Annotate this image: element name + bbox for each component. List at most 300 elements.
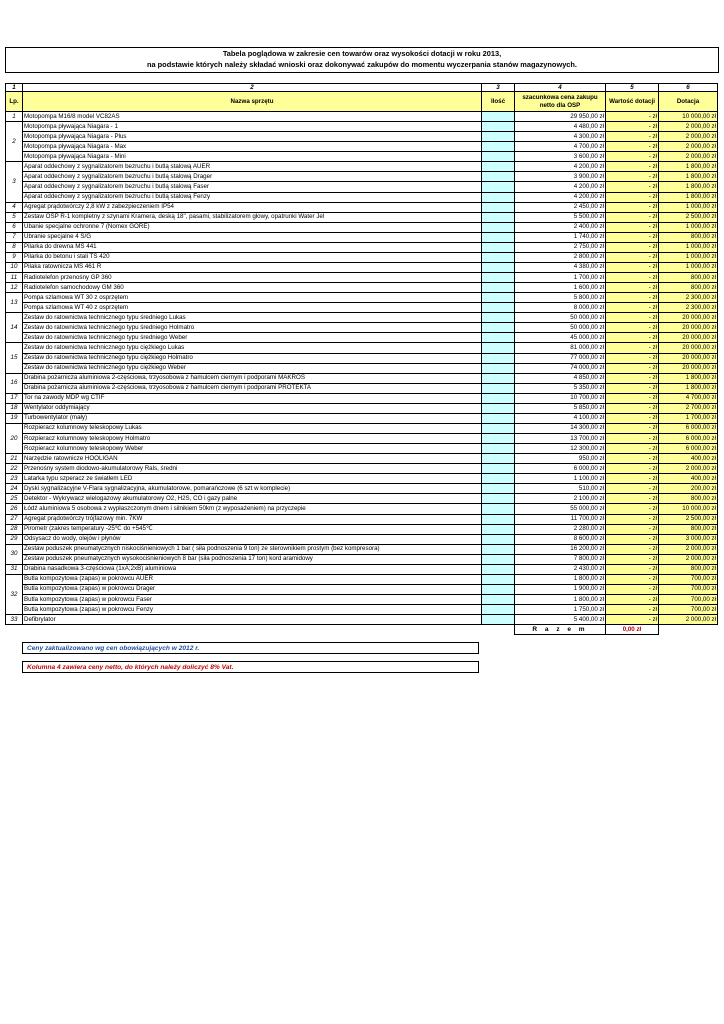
row-subsidy: 2 000,00 zł <box>659 122 718 132</box>
table-row <box>6 172 718 182</box>
row-subsidy: 2 000,00 zł <box>659 464 718 474</box>
row-price: 16 200,00 zł <box>515 544 606 554</box>
row-price: 4 380,00 zł <box>515 262 606 272</box>
row-price: 1 700,00 zł <box>515 273 606 283</box>
row-price: 14 300,00 zł <box>515 423 606 433</box>
row-value: - zł <box>606 182 659 192</box>
row-name: Butla kompozytowa (zapas) w pokrowcu Drager <box>23 584 482 594</box>
row-name: Zestaw OSP R-1 kompletny z szynami Kramera, deską 18", pasami, stabilizatorem głowy, opatrunki Water Jel <box>23 212 482 222</box>
row-value: - zł <box>606 403 659 413</box>
row-name: Ubanie specjalne ochronne 7 (Nomex GORE) <box>23 222 482 232</box>
table-row <box>6 323 718 333</box>
table-row <box>6 353 718 363</box>
row-qty-input[interactable] <box>482 212 515 222</box>
row-value: - zł <box>606 242 659 252</box>
row-name: Motopompa pływająca Niagara - Mini <box>23 152 482 162</box>
table-row <box>6 534 718 544</box>
row-subsidy: 700,00 zł <box>659 574 718 584</box>
row-value: - zł <box>606 262 659 272</box>
row-qty-input[interactable] <box>482 202 515 212</box>
row-qty-input[interactable] <box>482 484 515 494</box>
row-price: 7 800,00 zł <box>515 554 606 564</box>
row-lp: 21 <box>6 454 23 464</box>
row-subsidy: 800,00 zł <box>659 494 718 504</box>
header-qty: Ilość <box>482 92 515 112</box>
column-number: 4 <box>515 84 606 92</box>
row-subsidy: 20 000,00 zł <box>659 353 718 363</box>
row-value: - zł <box>606 494 659 504</box>
row-lp: 33 <box>6 615 23 625</box>
row-name: Butla kompozytowa (zapas) w pokrowcu Fenzy <box>23 605 482 615</box>
row-value: - zł <box>606 172 659 182</box>
row-qty-input[interactable] <box>482 353 515 363</box>
table-row <box>6 464 718 474</box>
row-qty-input[interactable] <box>482 494 515 504</box>
row-value: - zł <box>606 122 659 132</box>
table-row <box>6 142 718 152</box>
row-name: Pirometr (zakres temperatury -25℃ do +545℃ <box>23 524 482 534</box>
row-name: Zestaw do ratownictwa technicznego typu średniego Holmatro <box>23 323 482 333</box>
row-lp: 2 <box>6 122 23 162</box>
row-qty-input[interactable] <box>482 524 515 534</box>
row-name: Narzędzie ratownicze HOOLIGAN <box>23 454 482 464</box>
row-price: 1 800,00 zł <box>515 574 606 584</box>
row-value: - zł <box>606 615 659 625</box>
table-row <box>6 293 718 303</box>
table-row <box>6 132 718 142</box>
row-subsidy: 6 000,00 zł <box>659 423 718 433</box>
header-row <box>6 92 718 112</box>
row-name: Odsysacz do wody, olejów i płynów <box>23 534 482 544</box>
row-name: Pompa szlamowa WT 30 z osprzętem <box>23 293 482 303</box>
table-row <box>6 152 718 162</box>
row-name: Defibrylator <box>23 615 482 625</box>
row-subsidy: 200,00 zł <box>659 484 718 494</box>
table-row <box>6 212 718 222</box>
row-name: Rozpieracz kolumnowy teleskopowy Holmatro <box>23 434 482 444</box>
row-name: Radiotelefon samochodowy GM 360 <box>23 283 482 293</box>
table-row <box>6 222 718 232</box>
row-name: Radiotelefon przenośny GP 360 <box>23 273 482 283</box>
row-value: - zł <box>606 554 659 564</box>
row-qty-input[interactable] <box>482 313 515 323</box>
row-qty-input[interactable] <box>482 112 515 122</box>
table-row <box>6 574 718 584</box>
row-subsidy: 20 000,00 zł <box>659 313 718 323</box>
row-subsidy: 2 300,00 zł <box>659 293 718 303</box>
row-price: 5 850,00 zł <box>515 403 606 413</box>
row-lp: 18 <box>6 403 23 413</box>
row-price: 1 100,00 zł <box>515 474 606 484</box>
row-value: - zł <box>606 273 659 283</box>
row-subsidy: 2 000,00 zł <box>659 132 718 142</box>
row-price: 510,00 zł <box>515 484 606 494</box>
row-name: Motopompa pływająca Niagara - 1 <box>23 122 482 132</box>
row-lp: 32 <box>6 574 23 614</box>
header-name: Nazwa sprzętu <box>23 92 482 112</box>
row-price: 2 750,00 zł <box>515 242 606 252</box>
row-qty-input[interactable] <box>482 373 515 383</box>
row-subsidy: 1 000,00 zł <box>659 262 718 272</box>
row-price: 1 740,00 zł <box>515 232 606 242</box>
row-qty-input[interactable] <box>482 333 515 343</box>
row-name: Agregat prądotwórczy 2,8 kW z zabezpieczeniem IP54 <box>23 202 482 212</box>
row-qty-input[interactable] <box>482 293 515 303</box>
row-subsidy: 2 300,00 zł <box>659 303 718 313</box>
row-name: Motopompa M16/8 model VC82AS <box>23 112 482 122</box>
row-name: Zestaw do ratownictwa technicznego typu ciężkiego Weber <box>23 363 482 373</box>
row-value: - zł <box>606 413 659 423</box>
row-value: - zł <box>606 584 659 594</box>
table-row <box>6 484 718 494</box>
row-price: 3 600,00 zł <box>515 152 606 162</box>
row-value: - zł <box>606 423 659 433</box>
row-name: Aparat oddechowy z sygnalizatorem bezruchu i butlą stalową Fenzy <box>23 192 482 202</box>
table-row <box>6 333 718 343</box>
row-price: 5 400,00 zł <box>515 615 606 625</box>
table-row <box>6 202 718 212</box>
column-number: 2 <box>23 84 482 92</box>
equipment-table <box>5 83 718 635</box>
row-subsidy: 800,00 zł <box>659 273 718 283</box>
row-price: 8 600,00 zł <box>515 534 606 544</box>
table-row <box>6 615 718 625</box>
table-row <box>6 122 718 132</box>
row-qty-input[interactable] <box>482 343 515 353</box>
row-subsidy: 800,00 zł <box>659 564 718 574</box>
table-row <box>6 403 718 413</box>
row-qty-input[interactable] <box>482 283 515 293</box>
row-value: - zł <box>606 283 659 293</box>
row-lp: 19 <box>6 413 23 423</box>
table-row <box>6 262 718 272</box>
row-price: 8 000,00 zł <box>515 303 606 313</box>
row-subsidy: 400,00 zł <box>659 474 718 484</box>
row-price: 1 750,00 zł <box>515 605 606 615</box>
row-qty-input[interactable] <box>482 162 515 172</box>
row-value: - zł <box>606 454 659 464</box>
row-value: - zł <box>606 222 659 232</box>
row-subsidy: 20 000,00 zł <box>659 333 718 343</box>
column-number: 3 <box>482 84 515 92</box>
row-subsidy: 700,00 zł <box>659 595 718 605</box>
row-lp: 14 <box>6 313 23 343</box>
row-qty-input[interactable] <box>482 413 515 423</box>
row-value: - zł <box>606 484 659 494</box>
table-row <box>6 383 718 393</box>
row-price: 5 350,00 zł <box>515 383 606 393</box>
row-price: 4 100,00 zł <box>515 413 606 423</box>
row-lp: 4 <box>6 202 23 212</box>
table-row <box>6 504 718 514</box>
row-lp: 9 <box>6 252 23 262</box>
row-price: 55 000,00 zł <box>515 504 606 514</box>
row-qty-input[interactable] <box>482 605 515 615</box>
row-qty-input[interactable] <box>482 474 515 484</box>
row-price: 13 700,00 zł <box>515 434 606 444</box>
column-number: 6 <box>659 84 718 92</box>
row-qty-input[interactable] <box>482 444 515 454</box>
row-qty-input[interactable] <box>482 252 515 262</box>
row-value: - zł <box>606 313 659 323</box>
row-value: - zł <box>606 192 659 202</box>
row-qty-input[interactable] <box>482 242 515 252</box>
row-price: 4 200,00 zł <box>515 192 606 202</box>
row-lp: 20 <box>6 423 23 453</box>
row-name: Motopompa pływająca Niagara - Plus <box>23 132 482 142</box>
row-value: - zł <box>606 605 659 615</box>
row-name: Aparat oddechowy z sygnalizatorem bezruchu i butlą stalową AUER <box>23 162 482 172</box>
row-price: 2 800,00 zł <box>515 252 606 262</box>
row-subsidy: 4 700,00 zł <box>659 393 718 403</box>
row-price: 12 300,00 zł <box>515 444 606 454</box>
table-row <box>6 373 718 383</box>
table-row <box>6 564 718 574</box>
row-name: Zestaw do ratownictwa technicznego typu ciężkiego Holmatro <box>23 353 482 363</box>
row-price: 81 000,00 zł <box>515 343 606 353</box>
row-price: 3 900,00 zł <box>515 172 606 182</box>
row-value: - zł <box>606 393 659 403</box>
table-row <box>6 434 718 444</box>
row-subsidy: 10 000,00 zł <box>659 504 718 514</box>
row-name: Pilarka do betonu i stali TS 420 <box>23 252 482 262</box>
row-lp: 10 <box>6 262 23 272</box>
row-qty-input[interactable] <box>482 393 515 403</box>
row-price: 1 800,00 zł <box>515 595 606 605</box>
note-prices-updated: Ceny zaktualizowano wg cen obowiązujących w 2012 r. <box>22 642 479 654</box>
row-value: - zł <box>606 373 659 383</box>
row-value: - zł <box>606 142 659 152</box>
row-subsidy: 6 000,00 zł <box>659 444 718 454</box>
row-name: Zestaw poduszek pneumatycznych niskociśnieniowych 1 bar ( siła podnoszenia 9 ton) ze sterownikiem prostym (bez kompresora) <box>23 544 482 554</box>
row-name: Zestaw do ratownictwa technicznego typu średniego Weber <box>23 333 482 343</box>
table-row <box>6 242 718 252</box>
row-value: - zł <box>606 363 659 373</box>
table-row <box>6 494 718 504</box>
row-value: - zł <box>606 212 659 222</box>
row-lp: 12 <box>6 283 23 293</box>
row-price: 1 900,00 zł <box>515 584 606 594</box>
table-row <box>6 112 718 122</box>
row-name: Tor na zawody MDP wg CTIF <box>23 393 482 403</box>
row-qty-input[interactable] <box>482 142 515 152</box>
row-qty-input[interactable] <box>482 182 515 192</box>
row-qty-input[interactable] <box>482 363 515 373</box>
row-value: - zł <box>606 323 659 333</box>
table-row <box>6 393 718 403</box>
row-lp: 13 <box>6 293 23 313</box>
row-qty-input[interactable] <box>482 574 515 584</box>
header-price: szacunkowa cena zakupu netto dla OSP <box>515 92 606 112</box>
row-name: Motopompa pływająca Niagara - Max <box>23 142 482 152</box>
row-qty-input[interactable] <box>482 615 515 625</box>
table-row <box>6 444 718 454</box>
row-price: 11 700,00 zł <box>515 514 606 524</box>
row-subsidy: 700,00 zł <box>659 605 718 615</box>
row-value: - zł <box>606 343 659 353</box>
row-price: 4 200,00 zł <box>515 182 606 192</box>
row-price: 4 480,00 zł <box>515 122 606 132</box>
row-qty-input[interactable] <box>482 262 515 272</box>
row-qty-input[interactable] <box>482 122 515 132</box>
row-name: Drabina pożarnicza aluminiowa 2-częściowa, trzyosobowa z hamulcem ciernym i podporami MAKROS <box>23 373 482 383</box>
table-row <box>6 343 718 353</box>
row-value: - zł <box>606 534 659 544</box>
row-qty-input[interactable] <box>482 222 515 232</box>
row-qty-input[interactable] <box>482 132 515 142</box>
row-subsidy: 2 000,00 zł <box>659 152 718 162</box>
row-subsidy: 1 800,00 zł <box>659 373 718 383</box>
row-value: - zł <box>606 112 659 122</box>
note-vat: Kolumna 4 zawiera ceny netto, do których należy doliczyć 8% Vat. <box>22 661 479 673</box>
row-subsidy: 2 000,00 zł <box>659 142 718 152</box>
row-qty-input[interactable] <box>482 434 515 444</box>
row-name: Aparat oddechowy z sygnalizatorem bezruchu i butlą stalową Drager <box>23 172 482 182</box>
row-name: Zestaw do ratownictwa technicznego typu średniego Lukas <box>23 313 482 323</box>
row-qty-input[interactable] <box>482 504 515 514</box>
row-price: 5 800,00 zł <box>515 293 606 303</box>
row-qty-input[interactable] <box>482 584 515 594</box>
table-row <box>6 182 718 192</box>
row-lp: 26 <box>6 504 23 514</box>
row-qty-input[interactable] <box>482 172 515 182</box>
row-name: Aparat oddechowy z sygnalizatorem bezruchu i butlą stalową Faser <box>23 182 482 192</box>
row-price: 50 000,00 zł <box>515 323 606 333</box>
header-value: Wartość dotacji <box>606 92 659 112</box>
row-name: Pilarka do drewna MS 441 <box>23 242 482 252</box>
row-subsidy: 1 000,00 zł <box>659 202 718 212</box>
row-value: - zł <box>606 353 659 363</box>
row-subsidy: 800,00 zł <box>659 524 718 534</box>
row-value: - zł <box>606 293 659 303</box>
row-subsidy: 2 000,00 zł <box>659 615 718 625</box>
total-value: 0,00 zł <box>606 625 659 635</box>
row-value: - zł <box>606 152 659 162</box>
row-qty-input[interactable] <box>482 423 515 433</box>
row-subsidy: 2 000,00 zł <box>659 554 718 564</box>
row-name: Turbowentylator (mały) <box>23 413 482 423</box>
row-value: - zł <box>606 132 659 142</box>
row-price: 4 200,00 zł <box>515 162 606 172</box>
row-name: Butla kompozytowa (zapas) w pokrowcu AUER <box>23 574 482 584</box>
row-qty-input[interactable] <box>482 323 515 333</box>
row-subsidy: 3 000,00 zł <box>659 534 718 544</box>
row-value: - zł <box>606 514 659 524</box>
row-lp: 16 <box>6 373 23 393</box>
row-subsidy: 1 700,00 zł <box>659 413 718 423</box>
row-qty-input[interactable] <box>482 454 515 464</box>
row-value: - zł <box>606 504 659 514</box>
table-row <box>6 232 718 242</box>
row-subsidy: 2 500,00 zł <box>659 212 718 222</box>
row-lp: 17 <box>6 393 23 403</box>
row-value: - zł <box>606 524 659 534</box>
row-value: - zł <box>606 595 659 605</box>
column-number-row <box>6 84 718 92</box>
row-subsidy: 1 800,00 zł <box>659 172 718 182</box>
row-subsidy: 20 000,00 zł <box>659 323 718 333</box>
row-subsidy: 1 800,00 zł <box>659 162 718 172</box>
column-number: 1 <box>6 84 23 92</box>
row-subsidy: 700,00 zł <box>659 584 718 594</box>
row-qty-input[interactable] <box>482 514 515 524</box>
row-name: Butla kompozytowa (zapas) w pokrowcu Faser <box>23 595 482 605</box>
table-row <box>6 273 718 283</box>
table-row <box>6 474 718 484</box>
row-qty-input[interactable] <box>482 544 515 554</box>
row-subsidy: 1 000,00 zł <box>659 242 718 252</box>
table-row <box>6 252 718 262</box>
table-row <box>6 363 718 373</box>
row-lp: 5 <box>6 212 23 222</box>
row-value: - zł <box>606 333 659 343</box>
row-qty-input[interactable] <box>482 273 515 283</box>
row-lp: 3 <box>6 162 23 202</box>
row-qty-input[interactable] <box>482 564 515 574</box>
table-row <box>6 554 718 564</box>
row-qty-input[interactable] <box>482 303 515 313</box>
row-value: - zł <box>606 383 659 393</box>
row-lp: 23 <box>6 474 23 484</box>
table-row <box>6 423 718 433</box>
row-qty-input[interactable] <box>482 595 515 605</box>
row-name: Latarka typu szperacz ze światłem LED <box>23 474 482 484</box>
document-title <box>5 47 719 73</box>
row-subsidy: 2 000,00 zł <box>659 544 718 554</box>
table-row <box>6 544 718 554</box>
row-lp: 11 <box>6 273 23 283</box>
row-price: 5 500,00 zł <box>515 212 606 222</box>
total-label: R a z e m <box>515 625 606 635</box>
row-name: Pompa szlamowa WT 40 z osprzętem <box>23 303 482 313</box>
row-name: Pilaka ratownicza MS 461 R <box>23 262 482 272</box>
row-name: Drabina pożarnicza aluminiowa 2-częściowa, trzyosobowa z hamulcem ciernym i podporami PROTEKTA <box>23 383 482 393</box>
total-row <box>6 625 718 635</box>
row-price: 2 430,00 zł <box>515 564 606 574</box>
row-name: Zestaw do ratownictwa technicznego typu ciężkiego Lukas <box>23 343 482 353</box>
row-qty-input[interactable] <box>482 554 515 564</box>
row-qty-input[interactable] <box>482 534 515 544</box>
row-name: Agregat prądotwórczy trójfazowy min. 7KW <box>23 514 482 524</box>
row-value: - zł <box>606 574 659 584</box>
table-row <box>6 605 718 615</box>
row-qty-input[interactable] <box>482 192 515 202</box>
row-price: 2 400,00 zł <box>515 222 606 232</box>
row-qty-input[interactable] <box>482 464 515 474</box>
table-row <box>6 313 718 323</box>
row-qty-input[interactable] <box>482 232 515 242</box>
row-value: - zł <box>606 474 659 484</box>
row-qty-input[interactable] <box>482 403 515 413</box>
row-price: 77 000,00 zł <box>515 353 606 363</box>
row-lp: 25 <box>6 494 23 504</box>
row-name: Zestaw poduszek pneumatycznych wysokociśnieniowych 8 bar (siła podnoszenia 17 ton) kord aramidowy <box>23 554 482 564</box>
row-name: Łódź aluminiowa 5 osobowa z wypłaszczonym dnem i silnikiem 50km (z wyposażeniem) na przyczepie <box>23 504 482 514</box>
row-lp: 22 <box>6 464 23 474</box>
row-price: 74 000,00 zł <box>515 363 606 373</box>
row-qty-input[interactable] <box>482 152 515 162</box>
row-price: 2 450,00 zł <box>515 202 606 212</box>
table-row <box>6 524 718 534</box>
row-value: - zł <box>606 564 659 574</box>
table-row <box>6 192 718 202</box>
title-line-1: Tabela poglądowa w zakresie cen towarów oraz wysokości dotacji w roku 2013, <box>222 49 502 58</box>
table-row <box>6 413 718 423</box>
row-lp: 1 <box>6 112 23 122</box>
row-qty-input[interactable] <box>482 383 515 393</box>
row-lp: 24 <box>6 484 23 494</box>
row-value: - zł <box>606 444 659 454</box>
